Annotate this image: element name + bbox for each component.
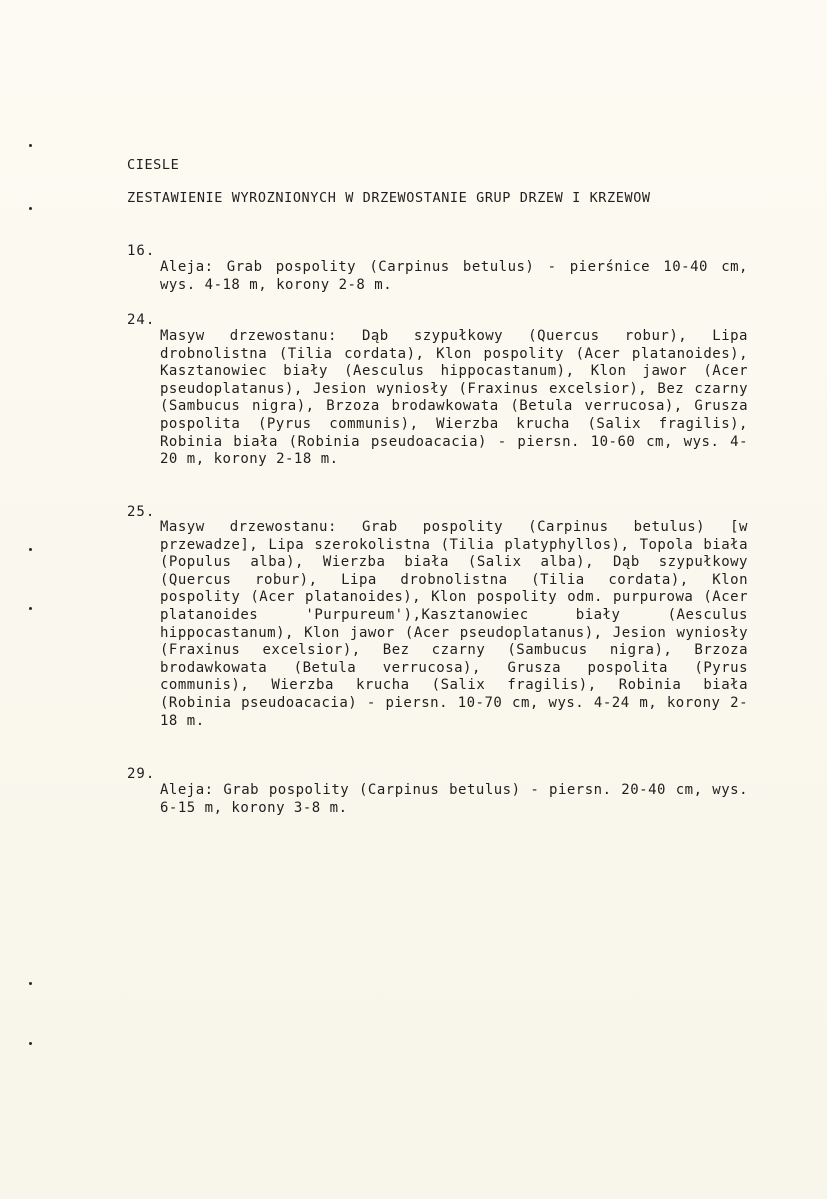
entry-number: 24. <box>127 312 156 328</box>
punch-mark <box>29 207 32 210</box>
punch-mark <box>29 548 32 551</box>
document-title: ZESTAWIENIE WYROZNIONYCH W DRZEWOSTANIE GRUP DRZEW I KRZEWOW <box>127 190 651 206</box>
entry-text: Aleja: Grab pospolity (Carpinus betulus) - pierśnice 10-40 cm, wys. 4-18 m, korony 2-8 m. <box>160 259 748 293</box>
entry-number: 16. <box>127 243 156 259</box>
entry-number: 25. <box>127 504 156 520</box>
punch-mark <box>29 1042 32 1045</box>
punch-mark <box>29 607 32 610</box>
punch-mark <box>29 144 32 147</box>
entry-text: Masyw drzewostanu: Dąb szypułkowy (Quercus robur), Lipa drobnolistna (Tilia cordata), Klon pospolity (Acer platanoides), Kasztanowiec biały (Aesculus hippocastanum), Klon jawor (Acer pseudoplatanus), Jesion wyniosły (Fraxinus excelsior), Bez czarny (Sambucus nigra), Brzoza brodawkowata (Betula verrucosa), Grusza pospolita (Pyrus communis), Wierzba krucha (Salix fragilis), Robinia biała (Robinia pseudoacacia) - piersn. 10-60 cm, wys. 4-20 m, korony 2-18 m. <box>160 328 748 468</box>
locality-name: CIESLE <box>127 157 180 173</box>
entry-text: Masyw drzewostanu: Grab pospolity (Carpinus betulus) [w przewadze], Lipa szerokolistna (Tilia platyphyllos), Topola biała (Populus alba), Wierzba biała (Salix alba), Dąb szypułkowy (Quercus robur), Lipa drobnolistna (Tilia cordata), Klon pospolity (Acer platanoides), Klon pospolity odm. purpurowa (Acer platanoides 'Purpureum'),Kasztanowiec biały (Aesculus hippocastanum), Klon jawor (Acer pseudoplatanus), Jesion wyniosły (Fraxinus excelsior), Bez czarny (Sambucus nigra), Brzoza brodawkowata (Betula verrucosa), Grusza pospolita (Pyrus communis), Wierzba krucha (Salix fragilis), Robinia biała (Robinia pseudoacacia) - piersn. 10-70 cm, wys. 4-24 m, korony 2-18 m. <box>160 519 748 729</box>
entry-text: Aleja: Grab pospolity (Carpinus betulus) - piersn. 20-40 cm, wys. 6-15 m, korony 3-8 m. <box>160 782 748 816</box>
entry-number: 29. <box>127 766 156 782</box>
punch-mark <box>29 982 32 985</box>
